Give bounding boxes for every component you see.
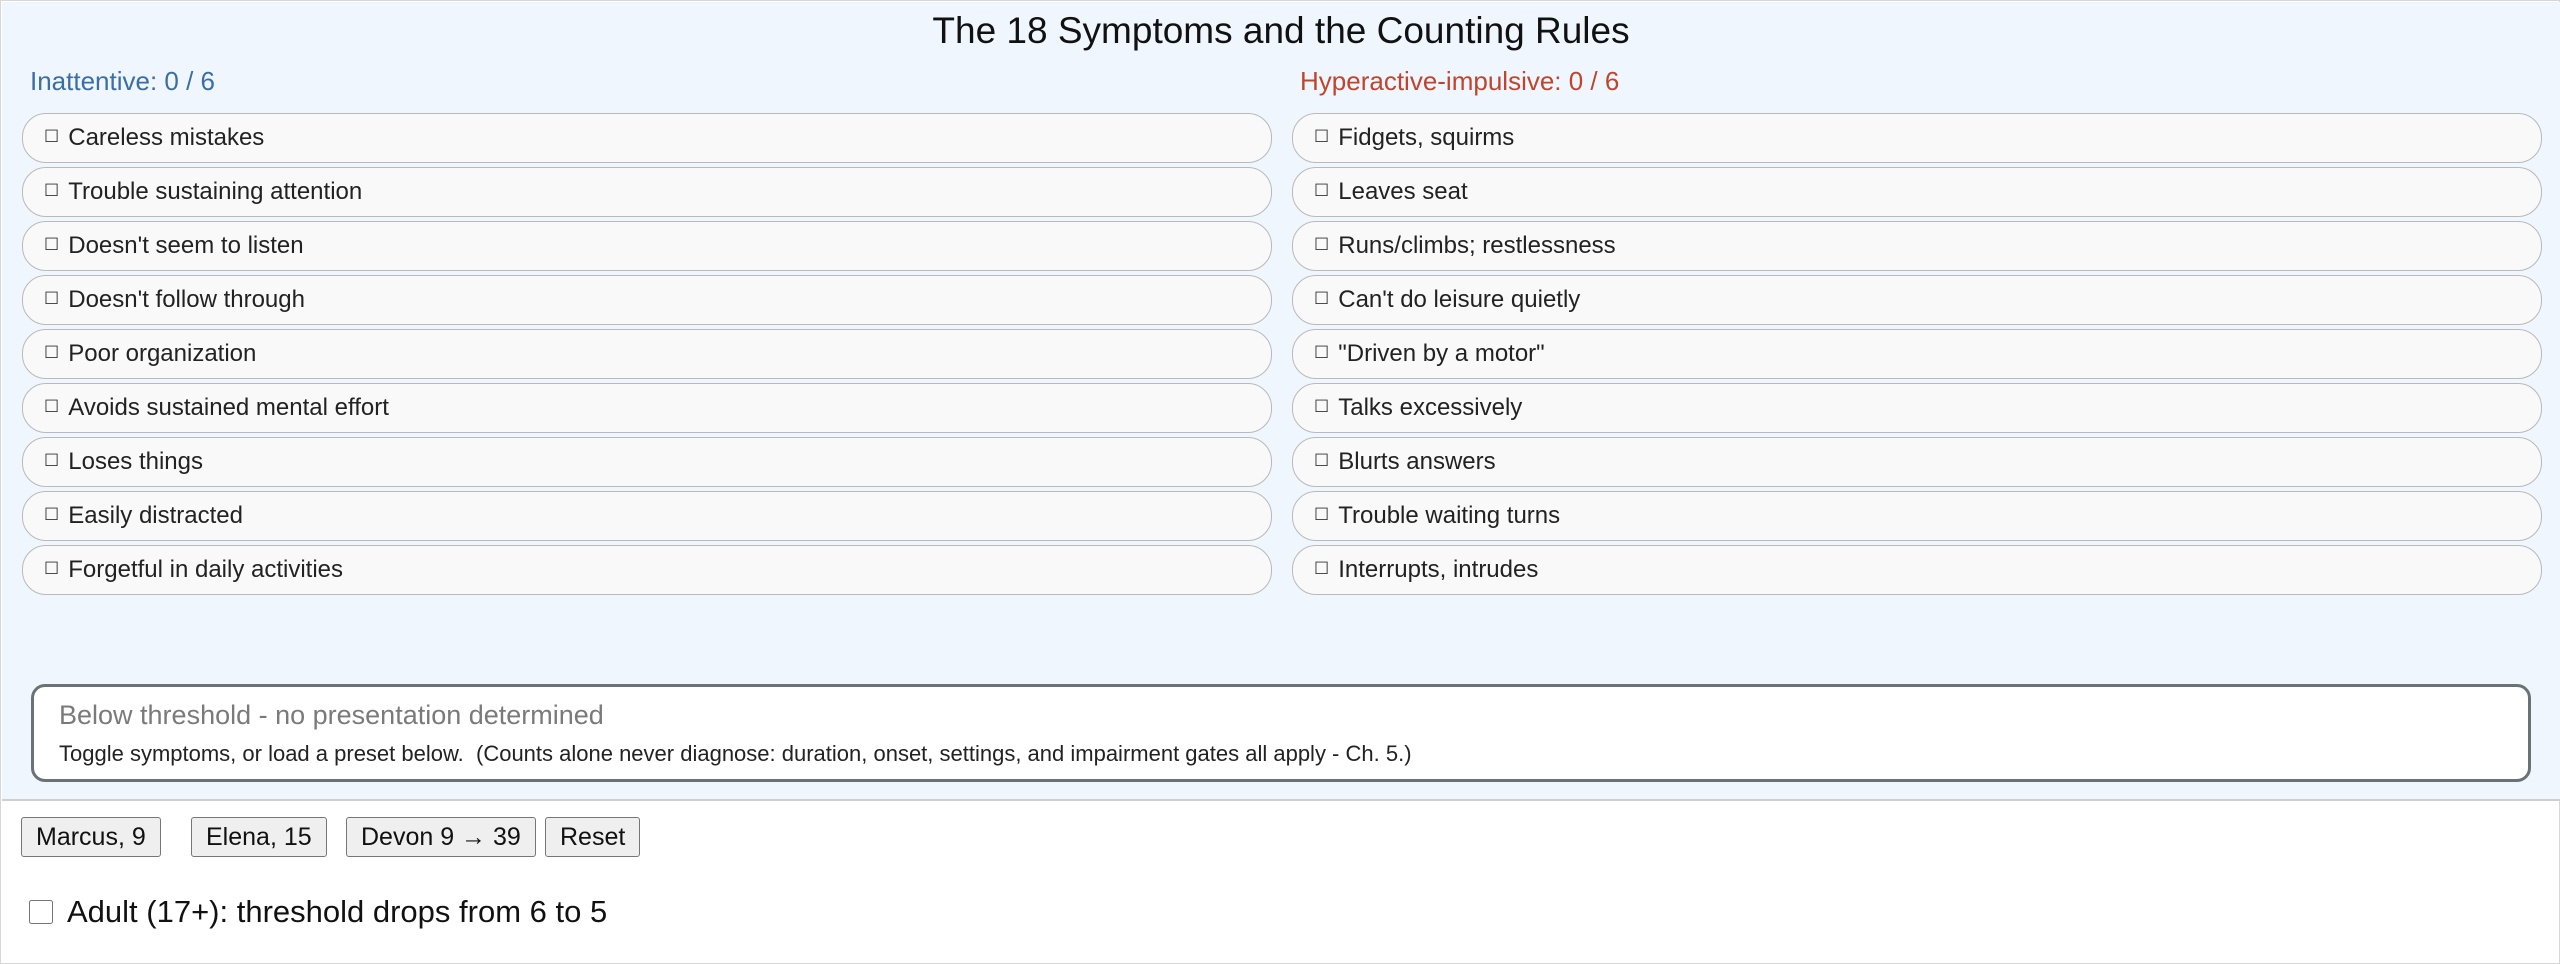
symptom-label: Interrupts, intrudes — [1338, 556, 1539, 583]
symptom-label: Talks excessively — [1338, 394, 1523, 421]
symptom-label: Trouble waiting turns — [1338, 502, 1561, 529]
checkbox-icon: ☐ — [1314, 559, 1330, 578]
checkbox-icon: ☐ — [1314, 451, 1330, 470]
symptom-label: Blurts answers — [1338, 448, 1496, 475]
symptom-toggle-fidgets[interactable] — [1292, 113, 2542, 163]
adult-threshold-toggle[interactable] — [29, 894, 607, 930]
symptom-label: Careless mistakes — [68, 124, 265, 151]
reset-button[interactable]: Reset — [545, 817, 640, 857]
checkbox-icon: ☐ — [44, 343, 60, 362]
symptom-toggle-doesnt-seem-to-listen[interactable] — [22, 221, 1272, 271]
checkbox-icon: ☐ — [44, 181, 60, 200]
symptom-toggle-interrupts[interactable] — [1292, 545, 2542, 595]
symptom-label: Doesn't seem to listen — [68, 232, 304, 259]
inattentive-count-label: Inattentive: 0 / 6 — [30, 66, 216, 96]
adult-checkbox[interactable] — [29, 900, 53, 924]
checkbox-icon: ☐ — [1314, 235, 1330, 254]
symptom-label: Can't do leisure quietly — [1338, 286, 1581, 313]
page-title: The 18 Symptoms and the Counting Rules — [932, 10, 1630, 51]
inattentive-symptom-list — [22, 113, 1272, 599]
symptom-toggle-loses-things[interactable] — [22, 437, 1272, 487]
status-detail: Toggle symptoms, or load a preset below. (Counts alone never diagnose: duration, onset, settings, and impairment gates all apply - Ch. 5.) — [59, 741, 1412, 766]
symptom-toggle-driven-by-motor[interactable] — [1292, 329, 2542, 379]
symptom-label: Loses things — [68, 448, 204, 475]
symptom-toggle-leisure-quietly[interactable] — [1292, 275, 2542, 325]
symptom-toggle-blurts-answers[interactable] — [1292, 437, 2542, 487]
symptom-label: Doesn't follow through — [68, 286, 305, 313]
checkbox-icon: ☐ — [1314, 181, 1330, 200]
symptom-toggle-waiting-turns[interactable] — [1292, 491, 2542, 541]
checkbox-icon: ☐ — [44, 397, 60, 416]
hyperactive-symptom-list — [1292, 113, 2542, 599]
checkbox-icon: ☐ — [1314, 397, 1330, 416]
preset-marcus-button[interactable]: Marcus, 9 — [21, 817, 161, 857]
checkbox-icon: ☐ — [1314, 343, 1330, 362]
status-box — [31, 684, 2531, 782]
symptom-panel — [2, 2, 2560, 801]
checkbox-icon: ☐ — [44, 127, 60, 146]
symptom-toggle-avoids-mental-effort[interactable] — [22, 383, 1272, 433]
symptom-label: Fidgets, squirms — [1338, 124, 1515, 151]
symptom-label: Forgetful in daily activities — [68, 556, 344, 583]
symptom-label: Easily distracted — [68, 502, 243, 529]
hyperactive-count-label: Hyperactive-impulsive: 0 / 6 — [1300, 66, 1620, 96]
symptom-toggle-poor-organization[interactable] — [22, 329, 1272, 379]
symptom-toggle-talks-excessively[interactable] — [1292, 383, 2542, 433]
checkbox-icon: ☐ — [1314, 289, 1330, 308]
symptom-label: Avoids sustained mental effort — [68, 394, 389, 421]
symptom-toggle-trouble-sustaining-attention[interactable] — [22, 167, 1272, 217]
symptom-label: Poor organization — [68, 340, 257, 367]
checkbox-icon: ☐ — [44, 289, 60, 308]
status-headline: Below threshold - no presentation determined — [59, 700, 604, 730]
checkbox-icon: ☐ — [44, 505, 60, 524]
checkbox-icon: ☐ — [44, 235, 60, 254]
symptom-label: Leaves seat — [1338, 178, 1468, 205]
adult-toggle-label: Adult (17+): threshold drops from 6 to 5 — [67, 894, 608, 929]
symptom-toggle-leaves-seat[interactable] — [1292, 167, 2542, 217]
preset-devon-button[interactable]: Devon 9 → 39 — [346, 817, 536, 857]
symptom-toggle-forgetful[interactable] — [22, 545, 1272, 595]
symptom-label: Runs/climbs; restlessness — [1338, 232, 1616, 259]
symptom-toggle-careless-mistakes[interactable] — [22, 113, 1272, 163]
symptom-label: Trouble sustaining attention — [68, 178, 363, 205]
symptom-toggle-doesnt-follow-through[interactable] — [22, 275, 1272, 325]
symptom-toggle-runs-climbs[interactable] — [1292, 221, 2542, 271]
checkbox-icon: ☐ — [44, 451, 60, 470]
checkbox-icon: ☐ — [44, 559, 60, 578]
symptom-toggle-easily-distracted[interactable] — [22, 491, 1272, 541]
preset-elena-button[interactable]: Elena, 15 — [191, 817, 327, 857]
checkbox-icon: ☐ — [1314, 127, 1330, 146]
symptom-label: "Driven by a motor" — [1338, 340, 1545, 367]
checkbox-icon: ☐ — [1314, 505, 1330, 524]
